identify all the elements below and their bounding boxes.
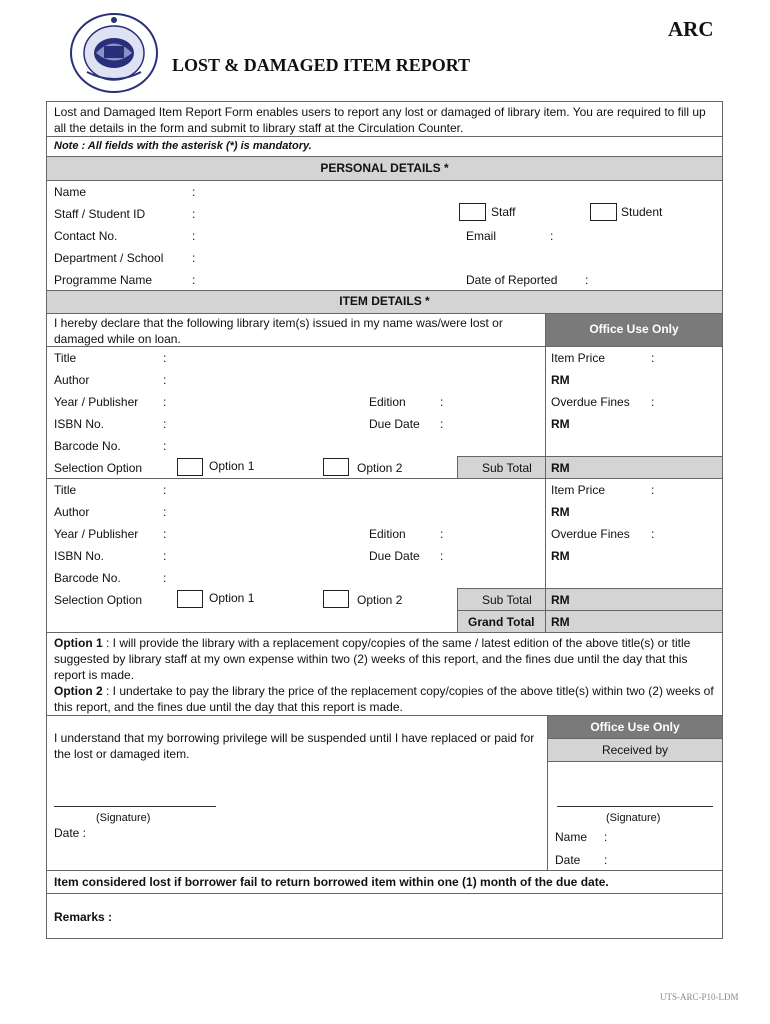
item2-title-label: Title [54, 483, 77, 497]
form-border-right [722, 101, 723, 939]
suspension-declaration: I understand that my borrowing privilege will be suspended until I have replaced or paid for the lost or damaged item. [54, 731, 535, 761]
item2-isbn-colon: : [163, 549, 167, 563]
item2-price-label: Item Price [551, 483, 606, 497]
item1-option1-label: Option 1 [209, 459, 255, 473]
item2-author-label: Author [54, 505, 90, 519]
document-code: UTS-ARC-P10-LDM [660, 992, 739, 1002]
item1-price-label: Item Price [551, 351, 606, 365]
item1-edition-label: Edition [369, 395, 406, 409]
option1-explanation-label: Option 1 [54, 636, 103, 650]
item1-option2-checkbox[interactable] [323, 458, 349, 476]
item1-year-label: Year / Publisher [54, 395, 139, 409]
received-by-label: Received by [601, 743, 669, 757]
item1-isbn-label: ISBN No. [54, 417, 105, 431]
programme-label: Programme Name [54, 273, 153, 287]
staff-date-colon: : [604, 853, 608, 867]
item2-price-rm: RM [551, 505, 570, 519]
staff-checkbox[interactable] [459, 203, 486, 221]
item2-option2-checkbox[interactable] [323, 590, 349, 608]
item2-option1-checkbox[interactable] [177, 590, 203, 608]
item2-fines-label: Overdue Fines [551, 527, 630, 541]
item2-fines-colon: : [651, 527, 655, 541]
item2-isbn-label: ISBN No. [54, 549, 105, 563]
grand-total-rm: RM [551, 615, 570, 629]
option2-explanation-text: : I undertake to pay the library the price of the replacement copy/copies of the above title(s) within two (2) weeks of this report, and the fines due until the day that this report is made. [54, 684, 714, 714]
programme-colon: : [192, 273, 196, 287]
borrower-signature-line[interactable] [54, 806, 216, 807]
staff-signature-line[interactable] [557, 806, 713, 807]
item2-subtotal-rm: RM [551, 593, 570, 607]
name-label: Name [54, 185, 87, 199]
item1-duedate-colon: : [440, 417, 444, 431]
item1-title-label: Title [54, 351, 77, 365]
staff-name-colon: : [604, 830, 608, 844]
item2-edition-label: Edition [369, 527, 406, 541]
option1-explanation-text: : I will provide the library with a replacement copy/copies of the same / latest edition of the above title(s) or title suggested by library staff at my own expense within two (2) weeks of this report, and the fines due until the day that this report is made. [54, 636, 691, 682]
item1-option1-checkbox[interactable] [177, 458, 203, 476]
item2-edition-colon: : [440, 527, 444, 541]
grand-total-label: Grand Total [468, 615, 535, 629]
contact-label: Contact No. [54, 229, 118, 243]
item2-duedate-label: Due Date [369, 549, 420, 563]
item1-year-colon: : [163, 395, 167, 409]
item2-year-colon: : [163, 527, 167, 541]
item1-isbn-colon: : [163, 417, 167, 431]
item1-author-label: Author [54, 373, 90, 387]
date-reported-colon: : [585, 273, 589, 287]
email-label: Email [466, 229, 497, 243]
option2-explanation [54, 683, 718, 715]
item1-title-colon: : [163, 351, 167, 365]
item1-fines-colon: : [651, 395, 655, 409]
form-code: ARC [668, 17, 714, 41]
item2-author-colon: : [163, 505, 167, 519]
student-checkbox-label: Student [621, 205, 663, 219]
contact-colon: : [192, 229, 196, 243]
item1-subtotal-rm: RM [551, 461, 570, 475]
staff-name-label: Name [555, 830, 588, 844]
item1-edition-colon: : [440, 395, 444, 409]
date-reported-label: Date of Reported [466, 273, 558, 287]
name-colon: : [192, 185, 196, 199]
option1-explanation [54, 635, 718, 683]
item1-fines-rm: RM [551, 417, 570, 431]
item2-title-colon: : [163, 483, 167, 497]
office-use-label: Office Use Only [589, 322, 679, 336]
staff-signature-caption: (Signature) [606, 812, 661, 824]
item1-author-colon: : [163, 373, 167, 387]
student-checkbox[interactable] [590, 203, 617, 221]
item2-option1-label: Option 1 [209, 591, 255, 605]
staff-student-id-colon: : [192, 207, 196, 221]
staff-student-id-label: Staff / Student ID [54, 207, 146, 221]
loan-declaration: I hereby declare that the following library item(s) issued in my name was/were lost or damaged while on loan. [54, 316, 503, 346]
personal-details-heading: PERSONAL DETAILS * [320, 161, 449, 175]
university-logo [69, 12, 159, 94]
email-colon: : [550, 229, 554, 243]
lost-item-note: Item considered lost if borrower fail to return borrowed item within one (1) month of the due date. [54, 875, 609, 889]
item2-subtotal-label: Sub Total [482, 593, 532, 607]
item2-barcode-label: Barcode No. [54, 571, 121, 585]
item2-price-colon: : [651, 483, 655, 497]
intro-text: Lost and Damaged Item Report Form enables users to report any lost or damaged of library item. You are required to fill up all the details in the form and submit to library staff at the Circulation Counter. [54, 105, 706, 135]
staff-date-label: Date [555, 853, 581, 867]
department-label: Department / School [54, 251, 164, 265]
borrower-date-label: Date : [54, 826, 87, 840]
staff-checkbox-label: Staff [491, 205, 516, 219]
item2-barcode-colon: : [163, 571, 167, 585]
item1-price-colon: : [651, 351, 655, 365]
form-border-left [46, 101, 47, 939]
item1-selection-label: Selection Option [54, 461, 143, 475]
item2-year-label: Year / Publisher [54, 527, 139, 541]
item2-duedate-colon: : [440, 549, 444, 563]
form-border-top [46, 101, 723, 102]
borrower-signature-caption: (Signature) [96, 812, 151, 824]
item1-barcode-label: Barcode No. [54, 439, 121, 453]
item1-duedate-label: Due Date [369, 417, 420, 431]
remarks-label: Remarks : [54, 910, 113, 924]
item1-subtotal-label: Sub Total [482, 461, 532, 475]
item1-barcode-colon: : [163, 439, 167, 453]
logo-seal-icon [69, 12, 159, 94]
item2-fines-rm: RM [551, 549, 570, 563]
department-colon: : [192, 251, 196, 265]
item1-option2-label: Option 2 [357, 461, 403, 475]
item1-fines-label: Overdue Fines [551, 395, 630, 409]
item2-option2-label: Option 2 [357, 593, 403, 607]
item1-price-rm: RM [551, 373, 570, 387]
mandatory-note: Note : All fields with the asterisk (*) is mandatory. [54, 140, 312, 152]
form-border-bottom [46, 938, 723, 939]
page-title: LOST & DAMAGED ITEM REPORT [172, 55, 471, 75]
item-details-heading: ITEM DETAILS * [339, 294, 430, 308]
item2-selection-label: Selection Option [54, 593, 143, 607]
office-use-label-2: Office Use Only [590, 720, 680, 734]
option2-explanation-label: Option 2 [54, 684, 103, 698]
